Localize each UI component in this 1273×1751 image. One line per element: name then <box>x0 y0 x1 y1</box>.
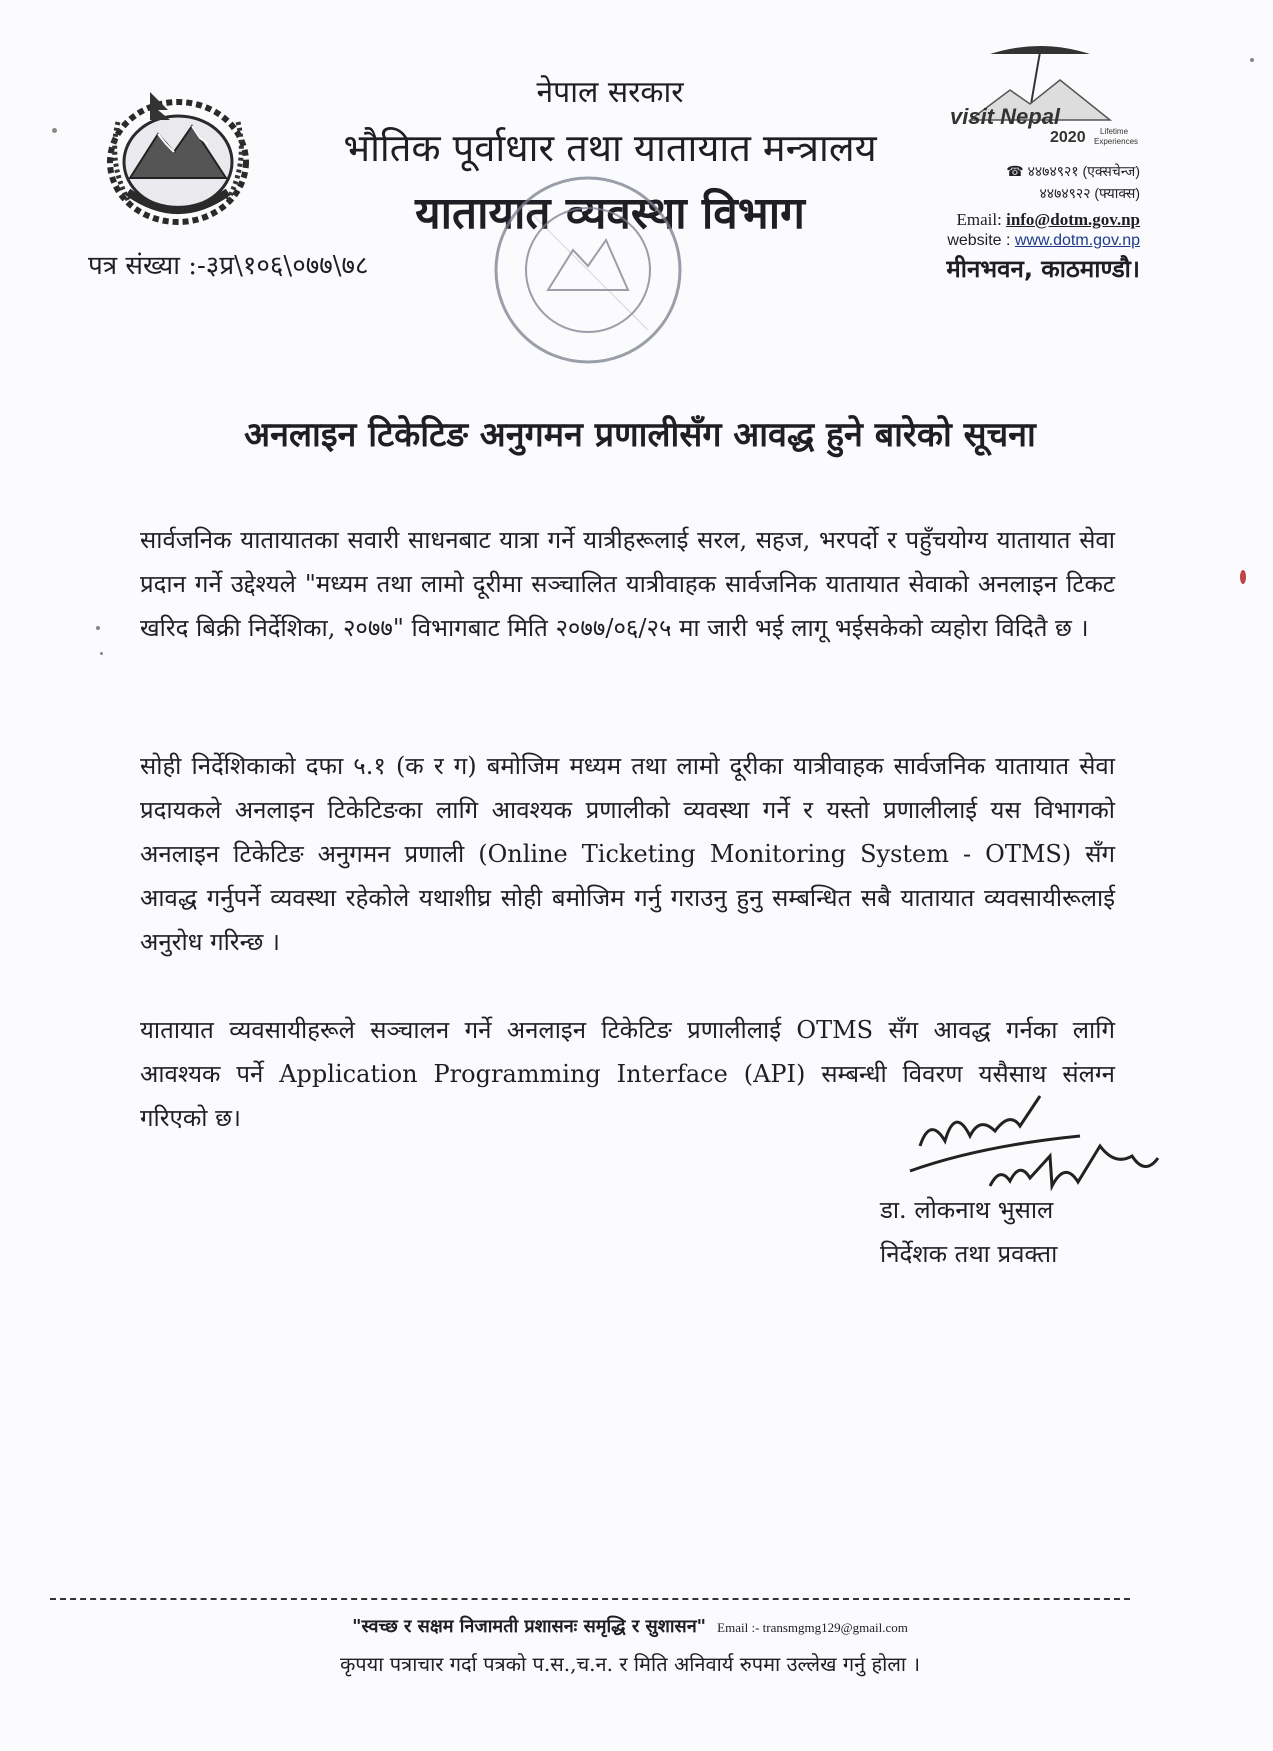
email-label: Email: <box>956 210 1002 229</box>
footer-note: कृपया पत्राचार गर्दा पत्रको प.स.,च.न. र मिति अनिवार्य रुपमा उल्लेख गर्नु होला । <box>339 1652 921 1676</box>
phone-exchange: ☎ ४४७४९२१ (एक्सचेन्ज) <box>1006 163 1140 179</box>
scan-speck <box>1240 570 1246 584</box>
signatory-title: निर्देशक तथा प्रवक्ता <box>880 1240 1058 1268</box>
signatory-name: डा. लोकनाथ भुसाल <box>880 1196 1054 1224</box>
nepal-emblem-icon <box>88 82 268 232</box>
footer <box>130 1614 1130 1677</box>
scan-speck <box>100 652 103 655</box>
paragraph-3: यातायात व्यवसायीहरूले सञ्चालन गर्ने अनलाइन टिकेटिङ प्रणालीलाई OTMS सँग आवद्ध गर्नका लागि आवश्यक पर्ने Application Programming Interface (API) सम्बन्धी विवरण यसैसाथ संलग्न गरिएको छ। <box>140 1016 1115 1132</box>
department-name: यातायात व्यवस्था विभाग <box>415 188 805 239</box>
phone-fax: ४४७४९२२ (फ्याक्स) <box>1039 185 1140 201</box>
official-stamp-icon <box>488 170 688 370</box>
signatory <box>880 1188 1057 1276</box>
footer-slogan: "स्वच्छ र सक्षम निजामती प्रशासनः समृद्धि र सुशासन" <box>352 1616 707 1637</box>
office-address: मीनभवन, काठमाण्डौ। <box>946 255 1140 283</box>
visit-nepal-tagline-1: Lifetime <box>1100 127 1129 136</box>
footer-divider <box>50 1598 1130 1600</box>
paragraph-2: सोही निर्देशिकाको दफा ५.१ (क र ग) बमोजिम मध्यम तथा लामो दूरीका यात्रीवाहक सार्वजनिक यातायात सेवा प्रदायकले अनलाइन टिकेटिङका लागि आवश्यक प्रणालीको व्यवस्था गर्ने र यस्तो प्रणालीलाई यस विभागको अनलाइन टिकेटिङ अनुगमन प्रणाली (Online Ticketing Monitoring System - OTMS) सँग आवद्ध गर्नुपर्ने व्यवस्था रहेकोले यथाशीघ्र सोही बमोजिम गर्नु गराउनु हुनु सम्बन्धित सबै यातायात व्यवसायीरूलाई अनुरोध गरिन्छ । <box>140 752 1116 956</box>
notice-subject: अनलाइन टिकेटिङ अनुगमन प्रणालीसँग आवद्ध हुने बारेको सूचना <box>244 415 1036 455</box>
visit-nepal-year: 2020 <box>1050 129 1086 146</box>
email-link[interactable]: info@dotm.gov.np <box>1006 210 1140 229</box>
website-link[interactable]: www.dotm.gov.np <box>1014 232 1140 249</box>
email-line <box>900 210 1140 230</box>
visit-nepal-text: visit Nepal <box>950 104 1061 129</box>
government-name: नेपाल सरकार <box>536 75 684 110</box>
website-label: website : <box>947 232 1011 249</box>
scan-speck <box>52 128 57 133</box>
paragraph-1: सार्वजनिक यातायातका सवारी साधनबाट यात्रा गर्ने यात्रीहरूलाई सरल, सहज, भरपर्दो र पहुँचयोग्य यातायात सेवा प्रदान गर्ने उद्देश्यले "मध्यम तथा लामो दूरीमा सञ्चालित यात्रीवाहक सार्वजनिक यातायात सेवाको अनलाइन टिकट खरिद बिक्री निर्देशिका, २०७७" विभागबाट मिति २०७७/०६/२५ मा जारी भई लागू भईसकेको व्यहोरा विदितै छ । <box>140 526 1115 642</box>
contact-block <box>900 160 1140 250</box>
visit-nepal-tagline-2: Experiences <box>1094 137 1139 146</box>
footer-email: Email :- transmgmg129@gmail.com <box>717 1620 908 1635</box>
telephone-icon: ☎ <box>1006 163 1028 179</box>
reference-number: पत्र संख्या :-३प्र\१०६\०७७\७८ <box>88 251 369 281</box>
visit-nepal-logo-icon <box>930 40 1160 150</box>
website-line <box>900 232 1140 250</box>
scan-speck <box>1250 58 1254 62</box>
scan-speck <box>96 626 100 630</box>
ministry-name: भौतिक पूर्वाधार तथा यातायात मन्त्रालय <box>343 126 877 170</box>
